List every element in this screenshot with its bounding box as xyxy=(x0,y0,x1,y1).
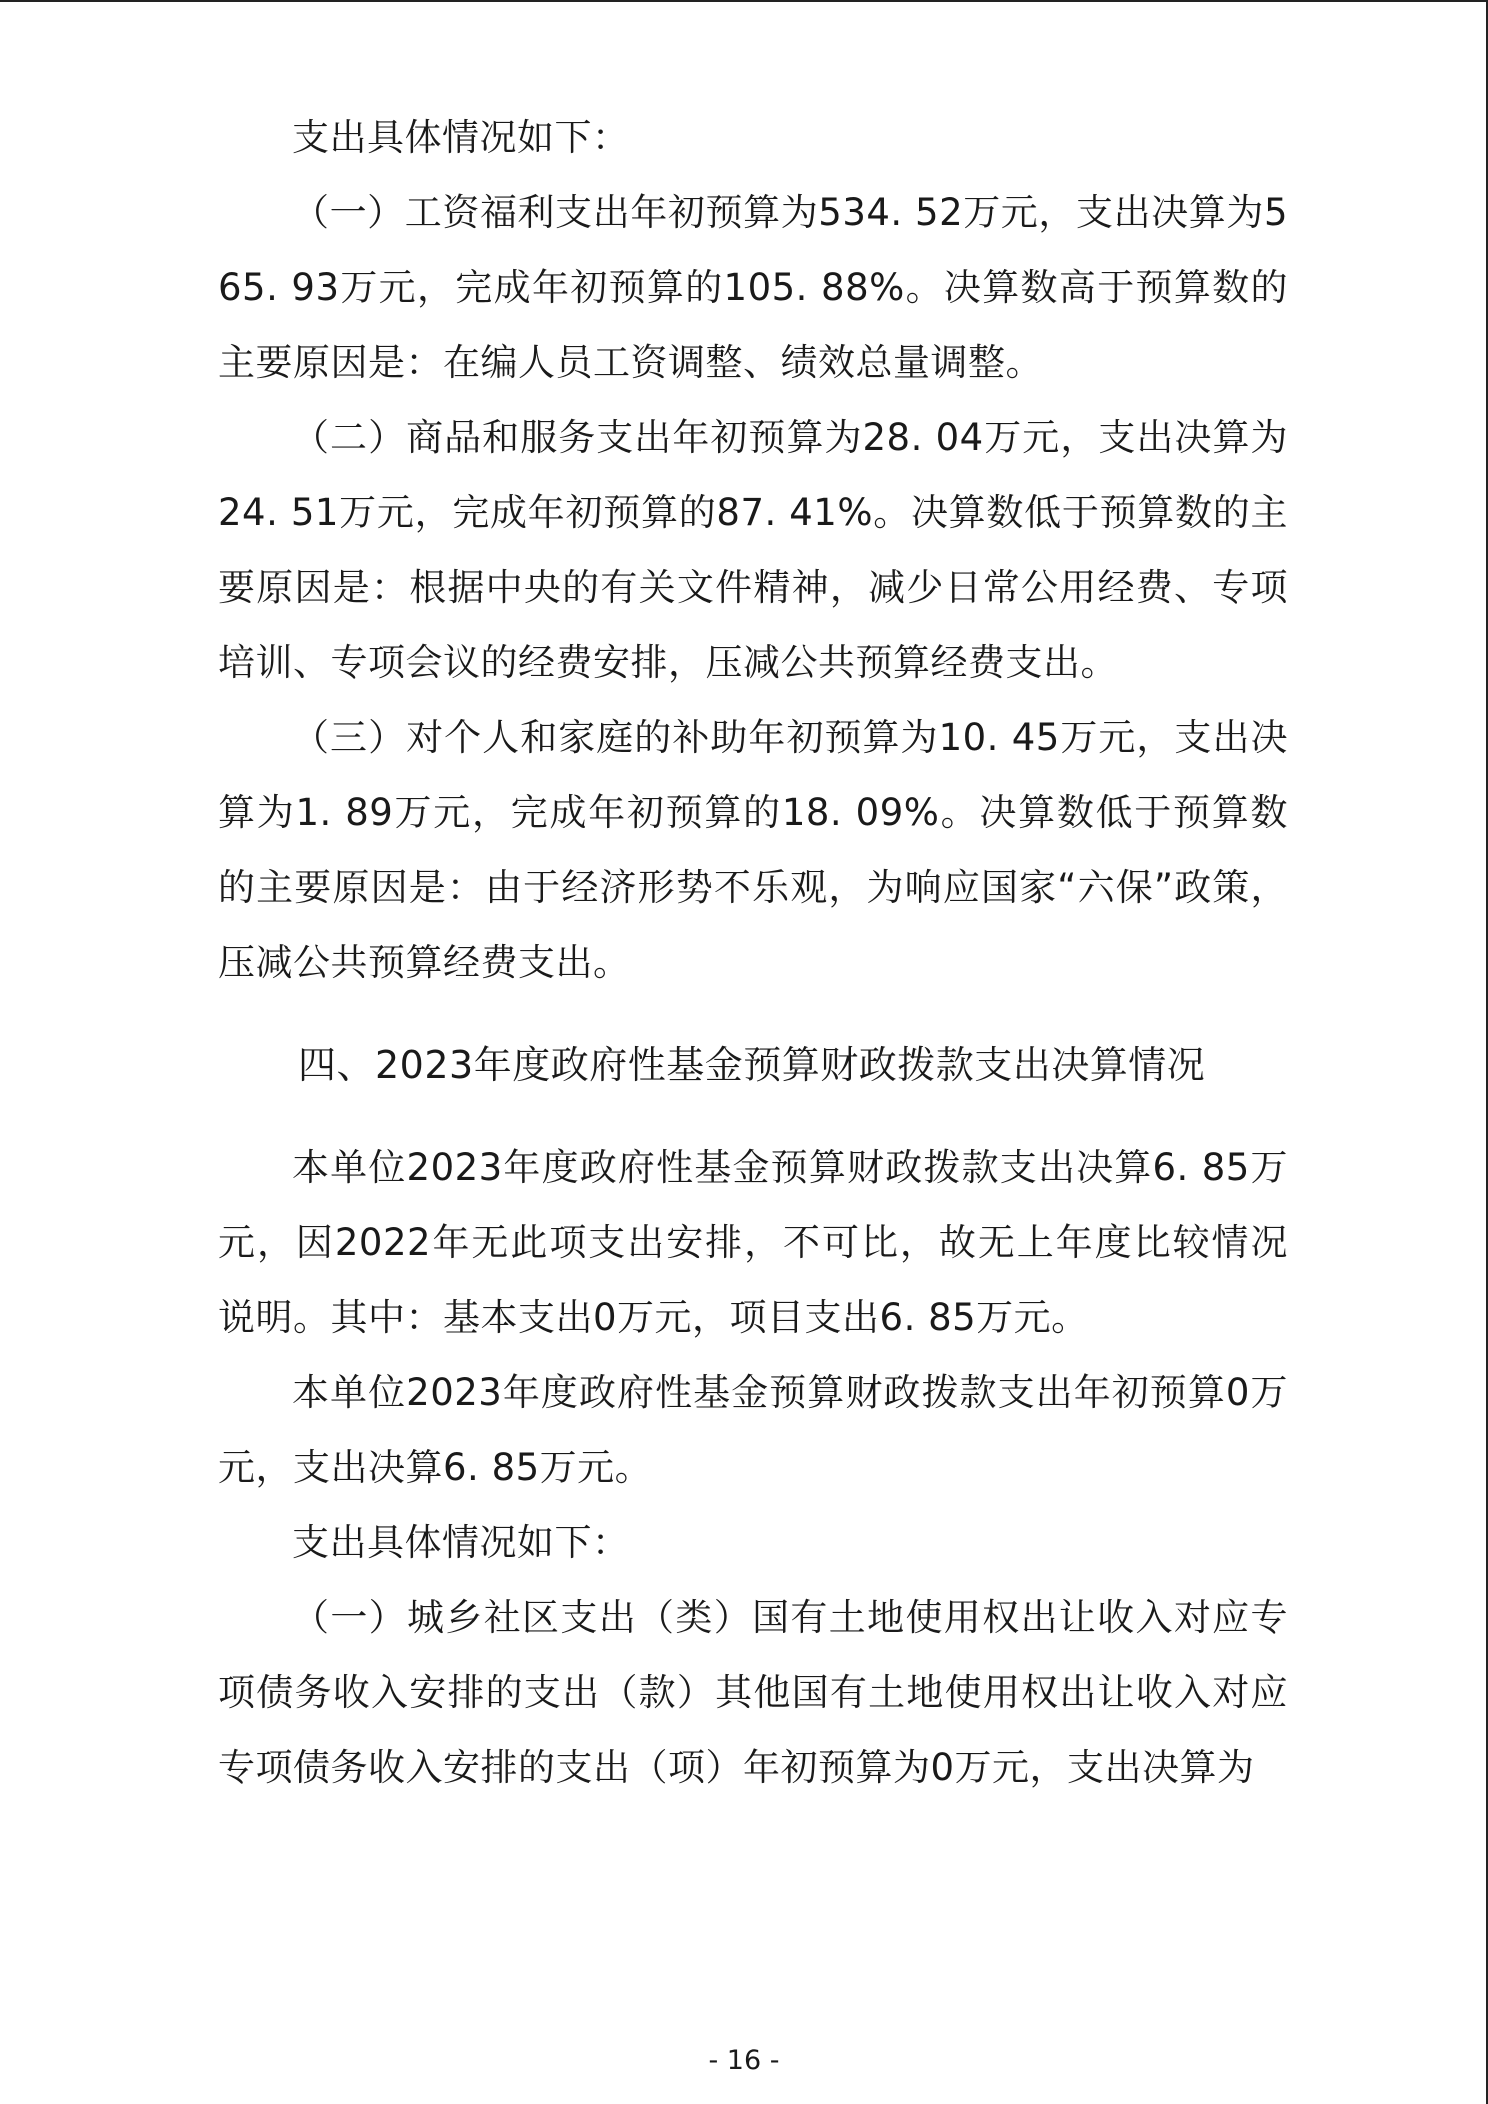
paragraph-expense-details-intro-2: 支出具体情况如下： xyxy=(292,1521,630,1564)
section-heading-gov-fund: 四、2023年度政府性基金预算财政拨款支出决算情况 xyxy=(298,1043,1206,1087)
paragraph-wage-welfare: （一）工资福利支出年初预算为534. 52万元，支出决算为565. 93万元，完成年初预算的105. 88%。决算数高于预算数的主要原因是：在编人员工资调整、绩效总量调整。 xyxy=(218,191,1288,384)
page-body xyxy=(218,100,1288,1805)
page-number: - 16 - xyxy=(708,2045,780,2076)
paragraph-urban-rural-expense: （一）城乡社区支出（类）国有土地使用权出让收入对应专项债务收入安排的支出（款）其他国有土地使用权出让收入对应专项债务收入安排的支出（项）年初预算为0万元，支出决算为 xyxy=(218,1596,1288,1789)
paragraph-goods-services: （二）商品和服务支出年初预算为28. 04万元，支出决算为24. 51万元，完成年初预算的87. 41%。决算数低于预算数的主要原因是：根据中央的有关文件精神，减少日常公用经费、专项培训、专项会议的经费安排，压减公共预算经费支出。 xyxy=(218,416,1288,684)
paragraph-household-subsidy: （三）对个人和家庭的补助年初预算为10. 45万元，支出决算为1. 89万元，完成年初预算的18. 09%。决算数低于预算数的主要原因是：由于经济形势不乐观，为响应国家“六保”政策，压减公共预算经费支出。 xyxy=(218,716,1288,984)
paragraph-gov-fund-total: 本单位2023年度政府性基金预算财政拨款支出决算6. 85万元，因2022年无此项支出安排，不可比，故无上年度比较情况说明。其中：基本支出0万元，项目支出6. 85万元。 xyxy=(218,1146,1288,1339)
paragraph-gov-fund-budget: 本单位2023年度政府性基金预算财政拨款支出年初预算0万元，支出决算6. 85万元。 xyxy=(218,1371,1288,1489)
top-border-line xyxy=(0,0,1488,2)
paragraph-expense-details-intro: 支出具体情况如下： xyxy=(292,116,630,159)
